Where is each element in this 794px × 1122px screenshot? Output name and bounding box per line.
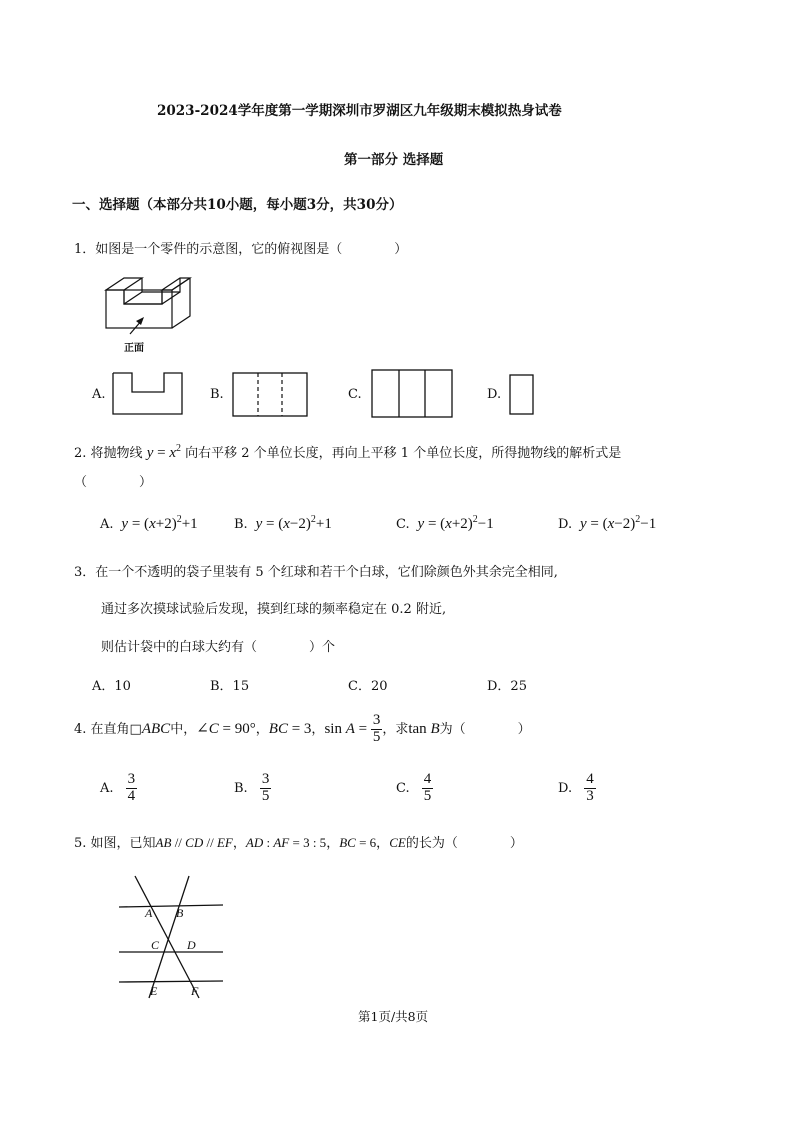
q5-p5: 的长为（ ） <box>405 836 523 851</box>
q5-p1: 5. 如图，已知 <box>74 836 156 851</box>
q4-a-num: 3 <box>127 771 136 787</box>
q2-stem-post: 向右平移 2 个单位长度，再向上平移 1 个单位长度，所得抛物线的解析式是 <box>185 446 622 461</box>
q2-option-d-label: D. <box>558 517 573 532</box>
q1-stem: 1．如图是一个零件的示意图，它的俯视图是（ ） <box>74 242 408 257</box>
q2-option-c-label: C. <box>396 517 410 532</box>
q5-point-a: A <box>145 906 153 920</box>
part-title: 第一部分 选择题 <box>344 152 444 168</box>
q5-point-b: B <box>176 906 184 920</box>
q5-p2: ， <box>232 836 246 851</box>
q1-part-figure <box>100 272 200 352</box>
q2-option-b-label: B. <box>234 517 248 532</box>
q2-c-inner: +2 <box>451 516 468 532</box>
q5-stem: 5. 如图，已知AB // CD // EF，AD : AF = 3 : 5，BC = 6，CE的长为（ ） <box>74 835 523 851</box>
q2-d-inner: −2 <box>614 516 631 532</box>
exam-title: 2023-2024学年度第一学期深圳市罗湖区九年级期末模拟热身试卷 <box>157 103 562 119</box>
q1-option-a-label: A. <box>92 387 106 402</box>
q3-option-c: C．20 <box>348 679 388 694</box>
q4-p3: ， <box>255 722 269 737</box>
q5-point-f: F <box>191 984 199 998</box>
q1-option-d-figure <box>509 374 535 416</box>
q2-option-c: C. $y = (x+2)^2-1$ <box>396 514 494 532</box>
q4-p1: 4. 在直角 <box>74 722 130 737</box>
q4-a-den: 4 <box>127 787 136 804</box>
q4-d-den: 3 <box>586 787 594 804</box>
q4-p5: ，求 <box>382 722 409 737</box>
front-label: 正面 <box>124 343 144 354</box>
q4-stem: 4. 在直角□ABC中，∠C = 90°，BC = 3，sin A = $\frac{3}{5}$ ，求tan B为（ ） <box>74 712 531 745</box>
q5-point-e: E <box>150 984 158 998</box>
q4-option-b-label: B. <box>234 780 248 796</box>
q1-option-b-figure <box>232 372 308 418</box>
q4-p6: 为（ ） <box>439 722 531 737</box>
q4-sin-fraction: $\frac{3}{5}$ <box>372 712 381 745</box>
q2-option-a-label: A. <box>100 517 114 532</box>
q5-point-d: D <box>187 938 196 952</box>
q3-line1: 3．在一个不透明的袋子里装有 5 个红球和若干个白球，它们除颜色外其余完全相同, <box>74 565 558 580</box>
q2-a-inner: +2 <box>155 516 172 532</box>
q4-option-c <box>396 772 433 805</box>
q3-option-a: A．10 <box>92 679 131 694</box>
q4-option-b <box>234 772 271 805</box>
q5-p3: ， <box>326 836 340 851</box>
q4-p4: ， <box>311 722 325 737</box>
q2-a-outer: +1 <box>181 516 198 532</box>
q4-option-d-label: D. <box>558 780 573 796</box>
q1-option-c-label: C. <box>348 387 362 402</box>
q3-line3: 则估计袋中的白球大约有（ ）个 <box>101 640 336 655</box>
q2-c-outer: −1 <box>477 516 494 532</box>
q1-option-c-figure <box>371 369 453 419</box>
q5-point-c: C <box>151 938 160 952</box>
section-title: 一、选择题（本部分共10小题，每小题3分，共30分） <box>72 197 403 213</box>
q2-stem <box>74 442 621 462</box>
q4-triangle-symbol: □ <box>129 722 142 737</box>
q4-b-num: 3 <box>261 771 270 787</box>
q2-b-inner: −2 <box>289 516 306 532</box>
q4-c-num: 4 <box>423 771 432 787</box>
q2-d-outer: −1 <box>640 516 657 532</box>
q4-option-d <box>558 772 596 805</box>
q2-paren: （ ） <box>74 475 153 490</box>
q2-original-function: $y = x^2$ <box>146 443 181 461</box>
q1-option-a-figure <box>112 372 184 416</box>
q4-c-den: 5 <box>423 787 432 804</box>
page-number: 第1页/共8页 <box>358 1009 429 1024</box>
q2-option-a: A. $y = (x+2)^2+1$ <box>100 514 198 532</box>
q3-option-b: B．15 <box>210 679 250 694</box>
q1-option-b-label: B. <box>210 387 224 402</box>
q2-option-b: B. $y = (x-2)^2+1$ <box>234 514 332 532</box>
q2-stem-pre: 2. 将抛物线 <box>74 446 143 461</box>
q4-option-a <box>100 772 137 805</box>
q5-parallel-lines-figure <box>115 872 227 1002</box>
q4-b-den: 5 <box>261 787 270 804</box>
q5-p4: ， <box>376 836 390 851</box>
q4-d-num: 4 <box>586 771 594 787</box>
q2-b-outer: +1 <box>315 516 332 532</box>
q4-option-a-label: A. <box>100 780 114 796</box>
q4-option-c-label: C. <box>396 780 410 796</box>
q3-line2: 通过多次摸球试验后发现，摸到红球的频率稳定在 0.2 附近, <box>101 602 447 617</box>
q1-option-d-label: D. <box>487 387 502 402</box>
q4-p2: 中， <box>170 722 197 737</box>
q3-option-d: D．25 <box>487 679 527 694</box>
q2-option-d: D. $y = (x-2)^2-1$ <box>558 514 657 532</box>
